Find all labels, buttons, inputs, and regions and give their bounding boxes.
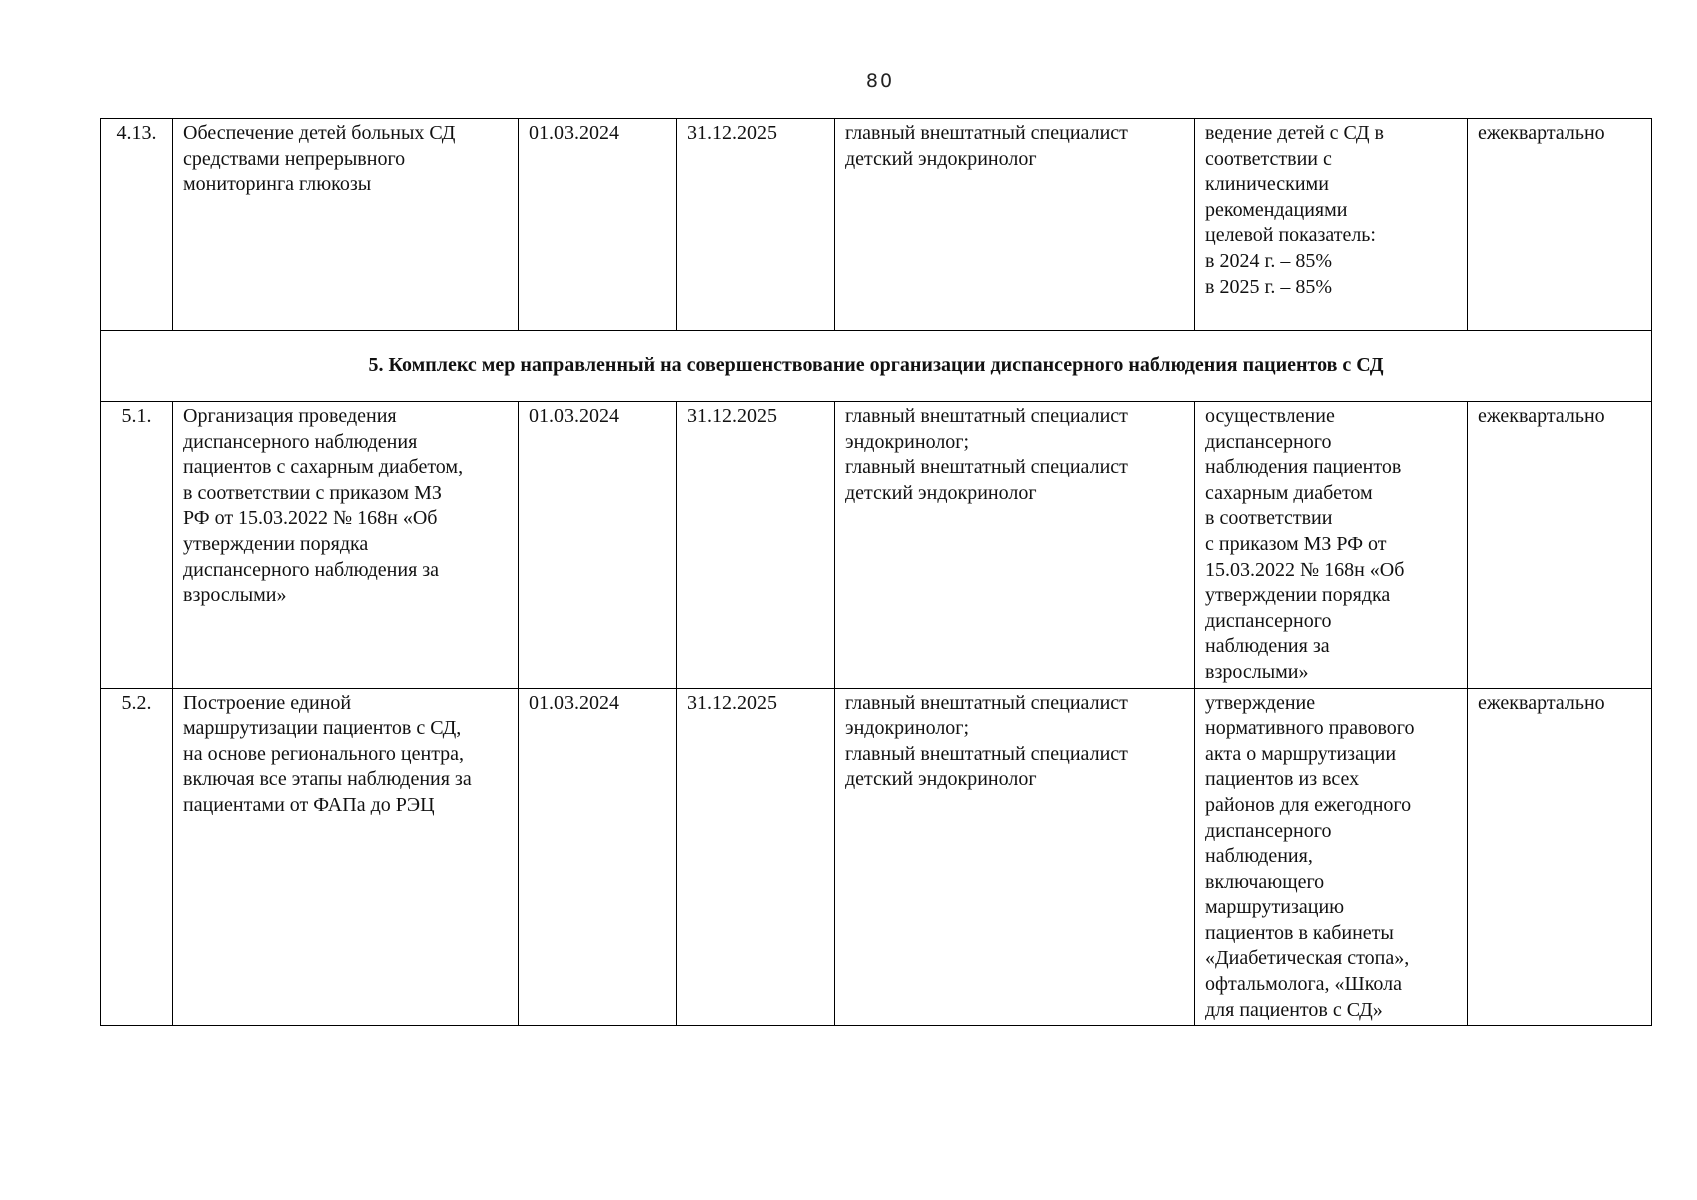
item-number: 5.1. [101, 402, 173, 689]
measure-title-line: в соответствии с приказом МЗ [183, 481, 442, 504]
expected-result-line: для пациентов с СД» [1205, 998, 1383, 1021]
responsible-person-line: главный внештатный специалист [845, 742, 1128, 765]
measure-title-line: диспансерного наблюдения за [183, 558, 440, 581]
start-date: 01.03.2024 [519, 688, 677, 1026]
table-row [101, 688, 1652, 1026]
measure-title [173, 688, 519, 1026]
measure-title-line: диспансерного наблюдения [183, 430, 418, 453]
end-date: 31.12.2025 [677, 119, 835, 331]
expected-result-line: осуществление [1205, 405, 1335, 427]
end-date: 31.12.2025 [677, 688, 835, 1026]
expected-result-line: акта о маршрутизации [1205, 742, 1397, 765]
expected-result-line: клиническими [1205, 173, 1329, 196]
table-row [101, 402, 1652, 689]
measure-title-line: Построение единой [183, 691, 352, 714]
measure-title-line: Обеспечение детей больных СД [183, 122, 456, 144]
expected-result-line: диспансерного [1205, 609, 1332, 632]
responsible-person-line: детский эндокринолог [845, 481, 1037, 504]
measure-title [173, 119, 519, 331]
responsible-person-line: главный внештатный специалист [845, 691, 1128, 714]
expected-result-line: нормативного правового [1205, 717, 1415, 740]
page-number: 80 [865, 70, 895, 92]
expected-result-line: с приказом МЗ РФ от [1205, 532, 1387, 555]
expected-result-line: наблюдения пациентов [1205, 456, 1402, 479]
measure-title-line: маршрутизации пациентов с СД, [183, 717, 462, 740]
expected-result-line: диспансерного [1205, 819, 1332, 842]
measure-title-line: на основе регионального центра, [183, 742, 465, 765]
start-date: 01.03.2024 [519, 402, 677, 689]
end-date: 31.12.2025 [677, 402, 835, 689]
table-row [101, 119, 1652, 331]
expected-result-line: включающего [1205, 870, 1325, 893]
expected-result-line: офтальмолога, «Школа [1205, 973, 1403, 996]
responsible-person [835, 119, 1195, 331]
expected-result-line: целевой показатель: [1205, 224, 1376, 247]
responsible-person-line: эндокринолог; [845, 430, 970, 453]
expected-result-line: рекомендациями [1205, 198, 1348, 221]
responsible-person-line: главный внештатный специалист [845, 405, 1128, 427]
measure-title-line: РФ от 15.03.2022 № 168н «Об [183, 507, 438, 530]
item-number: 5.2. [101, 688, 173, 1026]
measure-title-line: включая все этапы наблюдения за [183, 768, 472, 791]
expected-result-line: «Диабетическая стопа», [1205, 947, 1410, 970]
measure-title-line: средствами непрерывного [183, 147, 406, 170]
measure-title-line: мониторинга глюкозы [183, 173, 372, 196]
expected-result-line: в 2024 г. – 85% [1205, 249, 1333, 272]
expected-result-line: маршрутизацию [1205, 896, 1345, 919]
report-frequency: ежеквартально [1468, 119, 1652, 331]
measure-title-line: Организация проведения [183, 405, 397, 427]
start-date: 01.03.2024 [519, 119, 677, 331]
expected-result-line: диспансерного [1205, 430, 1332, 453]
expected-result [1195, 119, 1468, 331]
expected-result-line: в соответствии [1205, 507, 1333, 530]
responsible-person-line: детский эндокринолог [845, 768, 1037, 791]
section-row [101, 331, 1652, 402]
expected-result-line: соответствии с [1205, 147, 1332, 170]
responsible-person-line: главный внештатный специалист [845, 122, 1128, 144]
report-frequency: ежеквартально [1468, 402, 1652, 689]
measure-title-line: утверждении порядка [183, 532, 369, 555]
responsible-person-line: главный внештатный специалист [845, 456, 1128, 479]
responsible-person [835, 688, 1195, 1026]
expected-result [1195, 402, 1468, 689]
measure-title-line: пациентов с сахарным диабетом, [183, 456, 464, 479]
expected-result-line: наблюдения, [1205, 845, 1313, 868]
expected-result-line: 15.03.2022 № 168н «Об [1205, 558, 1405, 581]
item-number: 4.13. [101, 119, 173, 331]
report-frequency: ежеквартально [1468, 688, 1652, 1026]
expected-result-line: сахарным диабетом [1205, 481, 1373, 504]
expected-result-line: взрослыми» [1205, 660, 1309, 683]
measure-title [173, 402, 519, 689]
responsible-person-line: эндокринолог; [845, 717, 970, 740]
expected-result-line: в 2025 г. – 85% [1205, 275, 1333, 298]
expected-result-line: утверждении порядка [1205, 584, 1391, 607]
expected-result-line: утверждение [1205, 691, 1316, 714]
expected-result-line: районов для ежегодного [1205, 793, 1412, 816]
responsible-person-line: детский эндокринолог [845, 147, 1037, 170]
measure-title-line: взрослыми» [183, 584, 287, 607]
plan-table [100, 118, 1652, 1026]
section-heading: 5. Комплекс мер направленный на совершенствование организации диспансерного наблюдения пациентов с СД [101, 331, 1652, 402]
expected-result-line: пациентов из всех [1205, 768, 1360, 791]
expected-result [1195, 688, 1468, 1026]
responsible-person [835, 402, 1195, 689]
expected-result-line: ведение детей с СД в [1205, 122, 1384, 144]
measure-title-line: пациентами от ФАПа до РЭЦ [183, 793, 435, 816]
expected-result-line: пациентов в кабинеты [1205, 921, 1394, 944]
expected-result-line: наблюдения за [1205, 635, 1330, 658]
